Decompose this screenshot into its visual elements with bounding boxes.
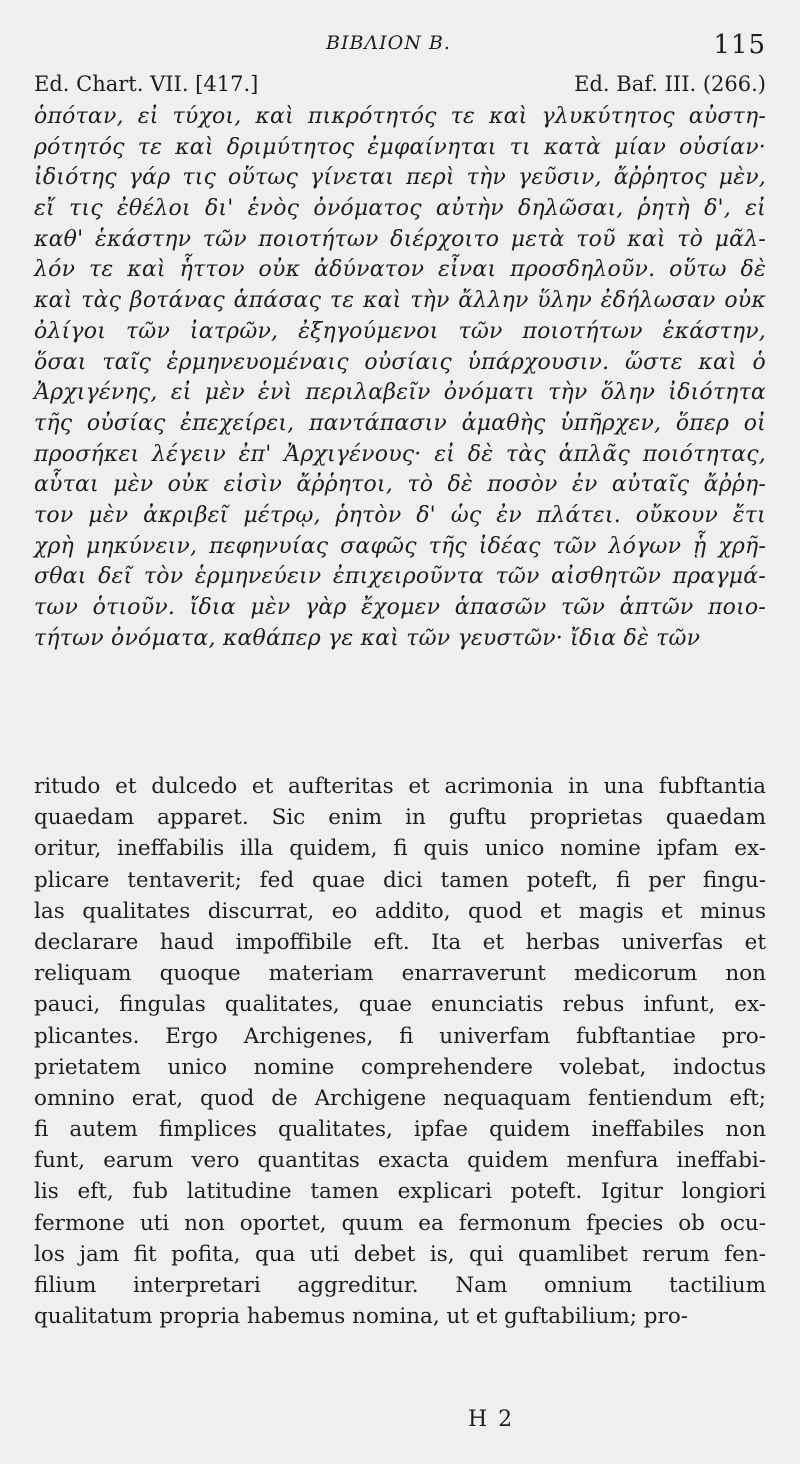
book-title: BIBΛΙΟΝ B.	[326, 32, 451, 54]
latin-text-line: lis eft, fub latitudine tamen explicari poteft. Igitur longiori	[34, 1179, 766, 1205]
latin-text-line: omnino erat, quod de Archigene nequaquam fentiendum eft;	[34, 1085, 766, 1111]
greek-text-line: ἰδιότης γάρ τις οὕτως γίνεται περὶ τὴν γεῦσιν, ἄῤῥητος μὲν,	[34, 165, 766, 191]
latin-text-line: quaedam apparet. Sic enim in guftu proprietas quaedam	[34, 805, 766, 831]
greek-text-line: καθ' ἑκάστην τῶν ποιοτήτων διέρχοιτο μετὰ τοῦ καὶ τὸ μᾶλ-	[34, 226, 766, 252]
greek-text-line: των ὁτιοῦν. ἴδια μὲν γὰρ ἔχομεν ἁπασῶν τῶν ἁπτῶν ποιο-	[34, 595, 766, 620]
latin-text-line: qualitatum propria habemus nomina, ut et guftabilium; pro-	[34, 1304, 689, 1330]
latin-text-line: declarare haud impoffibile eft. Ita et herbas univerfas et	[34, 929, 766, 955]
latin-text-line: los jam fit pofita, qua uti debet is, qui quamlibet rerum fen-	[34, 1241, 766, 1267]
signature-mark: H 2	[468, 1407, 515, 1432]
page-number: 115	[713, 30, 766, 60]
latin-text-line: las qualitates discurrat, eo addito, quod et magis et minus	[34, 898, 766, 924]
greek-text-line: εἴ τις ἐθέλοι δι' ἑνὸς ὀνόματος αὐτὴν δηλῶσαι, ῥητὴ δ', εἰ	[34, 196, 766, 222]
latin-translation-block	[34, 771, 766, 1332]
greek-text-line: ρότητός τε καὶ δριμύτητος ἐμφαίνηται τι κατὰ μίαν οὐσίαν·	[34, 134, 766, 160]
greek-text-line: τῆς οὐσίας ἐπεχείρει, παντάπασιν ἀμαθὴς ὑπῆρχεν, ὅπερ οἰ	[34, 410, 766, 436]
latin-text-line: prietatem unico nomine comprehendere volebat, indoctus	[34, 1054, 766, 1080]
greek-text-line: καὶ τὰς βοτάνας ἁπάσας τε καὶ τὴν ἄλλην ὕλην ἐδήλωσαν οὐκ	[34, 288, 766, 314]
greek-text-line: σθαι δεῖ τὸν ἑρμηνεύειν ἐπιχειροῦντα τῶν αἰσθητῶν πραγμά-	[34, 564, 766, 590]
latin-text-line: plicantes. Ergo Archigenes, fi univerfam fubftantiae pro-	[34, 1023, 766, 1049]
greek-text-line: Ἀρχιγένης, εἰ μὲν ἑνὶ περιλαβεῖν ὀνόματι τὴν ὅλην ἰδιότητα	[34, 380, 766, 406]
greek-text-line: αὗται μὲν οὐκ εἰσὶν ἄῤῥητοι, τὸ δὲ ποσὸν ἐν αὐταῖς ἄῤῥη-	[34, 472, 766, 498]
greek-text-line: χρὴ μηκύνειν, πεφηνυίας σαφῶς τῆς ἰδέας τῶν λόγων ᾗ χρῆ-	[34, 533, 766, 559]
edition-basel-reference: Ed. Baf. III. (266.)	[574, 72, 766, 96]
latin-text-line: reliquam quoque materiam enarraverunt medicorum non	[34, 961, 766, 987]
latin-text-line: ritudo et dulcedo et aufteritas et acrimonia in una fubftantia	[34, 774, 766, 799]
greek-text-line: τήτων ὀνόματα, καθάπερ γε καὶ τῶν γευστῶν· ἴδια δὲ τῶν	[34, 625, 701, 651]
latin-text-line: pauci, fingulas qualitates, quae enunciatis rebus infunt, ex-	[34, 992, 766, 1018]
greek-text-line: προσήκει λέγειν ἐπ' Ἀρχιγένους· εἰ δὲ τὰς ἁπλᾶς ποιότητας,	[34, 441, 766, 467]
edition-chart-reference: Ed. Chart. VII. [417.]	[34, 72, 259, 96]
greek-text-line: λόν τε καὶ ἧττον οὐκ ἀδύνατον εἶναι προσδηλοῦν. οὕτω δὲ	[34, 257, 766, 283]
latin-text-line: fermone uti non oportet, quum ea fermonum fpecies ob ocu-	[34, 1210, 766, 1236]
edition-references	[34, 72, 766, 100]
greek-text-line: τον μὲν ἀκριβεῖ μέτρῳ, ῥητὸν δ' ὡς ἐν πλάτει. οὔκουν ἔτι	[34, 502, 766, 528]
latin-text-line: plicare tentaverit; fed quae dici tamen poteft, fi per fingu-	[34, 867, 766, 893]
latin-text-line: fi autem fimplices qualitates, ipfae quidem ineffabiles non	[34, 1117, 766, 1143]
latin-text-line: funt, earum vero quantitas exacta quidem menfura ineffabi-	[34, 1148, 766, 1174]
greek-text-block	[34, 102, 766, 654]
greek-text-line: ὅσαι ταῖς ἑρμηνευομέναις οὐσίαις ὑπάρχουσιν. ὥστε καὶ ὁ	[34, 349, 766, 375]
greek-text-line: ὁπόταν, εἰ τύχοι, καὶ πικρότητός τε καὶ γλυκύτητος αὐστη-	[34, 104, 766, 129]
greek-text-line: ὀλίγοι τῶν ἰατρῶν, ἐξηγούμενοι τῶν ποιοτήτων ἑκάστην,	[34, 318, 766, 344]
latin-text-line: filium interpretari aggreditur. Nam omnium tactilium	[34, 1273, 766, 1298]
running-head	[0, 30, 800, 60]
latin-text-line: oritur, ineffabilis illa quidem, fi quis unico nomine ipfam ex-	[34, 836, 766, 862]
